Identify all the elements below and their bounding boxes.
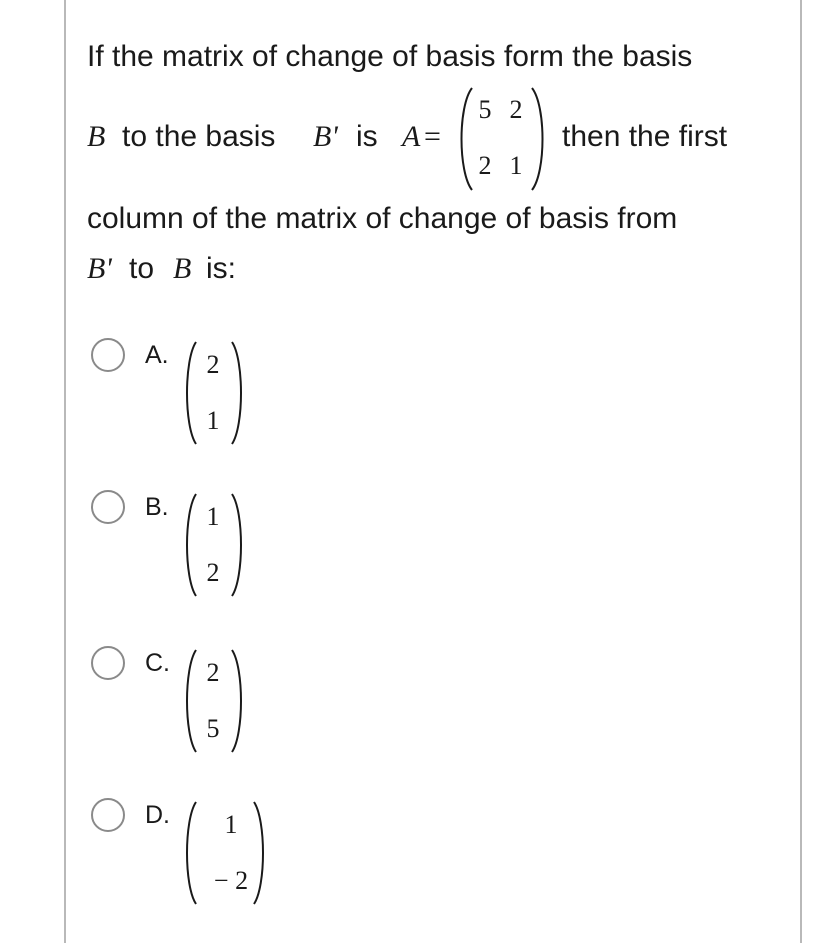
text-to-the-basis: to the basis (122, 120, 276, 153)
option-b-bottom: 2 (206, 558, 220, 587)
option-c-letter: C. (145, 649, 170, 677)
option-b-top: 1 (206, 502, 220, 531)
option-a-radio[interactable] (91, 338, 125, 372)
option-c-radio[interactable] (91, 646, 125, 680)
matrix-right-paren (526, 86, 552, 192)
matrix-r2c1: 2 (478, 151, 492, 180)
option-a-bottom: 1 (206, 406, 220, 435)
var-b: B (87, 120, 106, 153)
option-d-letter: D. (145, 801, 170, 829)
option-d-right-paren (248, 800, 270, 906)
option-c-right-paren (226, 648, 248, 754)
option-a-top: 2 (206, 350, 220, 379)
matrix-r1c1: 5 (478, 95, 492, 124)
matrix-r2c2: 1 (509, 151, 523, 180)
text-to: to (129, 252, 155, 285)
option-c-bottom: 5 (206, 714, 220, 743)
option-c-top: 2 (206, 658, 220, 687)
matrix-r1c2: 2 (509, 95, 523, 124)
option-d-left-paren (180, 800, 202, 906)
var-a: A (402, 120, 421, 153)
option-d-bottom: − 2 (213, 866, 249, 895)
var-b-prime: B' (313, 120, 338, 153)
option-b-radio[interactable] (91, 490, 125, 524)
var-b-2: B (173, 252, 192, 285)
question-line-1: If the matrix of change of basis form the basis (87, 40, 693, 73)
option-d-radio[interactable] (91, 798, 125, 832)
var-b-prime-2: B' (87, 252, 112, 285)
text-is: is (356, 120, 378, 153)
option-a-right-paren (226, 340, 248, 446)
option-b-right-paren (226, 492, 248, 598)
text-then-the-first: then the first (562, 120, 728, 153)
option-d-top: 1 (224, 810, 238, 839)
question-line-3: column of the matrix of change of basis from (87, 202, 678, 235)
equals-sign: = (424, 120, 441, 153)
text-is-colon: is: (206, 252, 236, 285)
option-a-letter: A. (145, 341, 169, 369)
option-b-letter: B. (145, 493, 169, 521)
